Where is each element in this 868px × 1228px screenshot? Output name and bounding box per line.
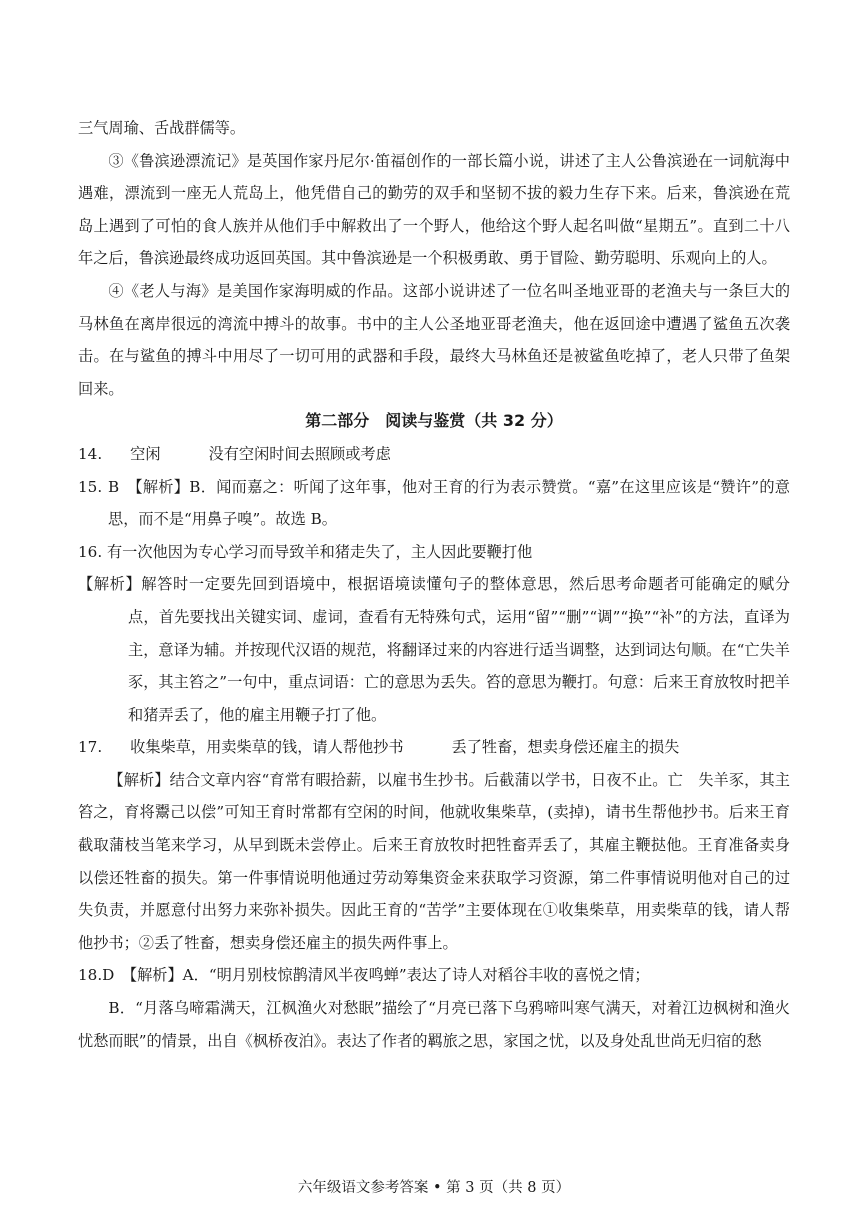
- question-16-analysis-text: 解答时一定要先回到语境中，根据语境读懂句子的整体意思，然后思考命题者可能确定的赋分点，首先要找出关键实词、虚词，查看有无特殊句式，运用“留”“删”“调”“换”“补”的方法，直译为主，意译为辅。并按现代汉语的规范，将翻译过来的内容进行适当调整，达到词达句顺。在“亡失羊豕，其主笞之”一句中，重点词语：亡的意思为丢失。笞的意思为鞭打。句意：后来王育放牧时把羊和猪弄丢了，他的雇主用鞭子打了他。: [128, 575, 791, 724]
- question-17: [78, 731, 790, 764]
- question-17-number: 17.: [78, 738, 103, 757]
- question-18-number: 18.: [78, 966, 103, 985]
- question-17-analysis: 【解析】结合文章内容“育常有暇拾薪，以雇书生抄书。后截蒲以学书，日夜不止。亡 失羊豕，其主笞之，育将鬻己以偿”可知王育时常都有空闲的时间，他就收集柴草，(卖掉)，请书生帮他抄书。后来王育截取蒲枝当笔来学习，从早到既未尝停止。后来王育放牧时把牲畜弄丢了，其雇主鞭挞他。王育准备卖身以偿还牲畜的损失。第一件事情说明他通过劳动筹集资金来获取学习资源，第二件事情说明他对自己的过失负责，并愿意付出努力来弥补损失。因此王育的“苦学”主要体现在①收集柴草，用卖柴草的钱，请人帮他抄书；②丢了牲畜，想卖身偿还雇主的损失两件事上。: [78, 770, 790, 952]
- question-17-answer-2: 丢了牲畜，想卖身偿还雇主的损失: [451, 738, 680, 757]
- paragraph-robinson-crusoe: ③《鲁滨逊漂流记》是英国作家丹尼尔·笛福创作的一部长篇小说，讲述了主人公鲁滨逊在一词航海中遇难，漂流到一座无人荒岛上，他凭借自己的勤劳的双手和坚韧不拔的毅力生存下来。后来，鲁滨逊在荒岛上遇到了可怕的食人族并从他们手中解救出了一个野人，他给这个野人起名叫做“星期五”。直到二十八年之后，鲁滨逊最终成功返回英国。其中鲁滨逊是一个积极勇敢、勇于冒险、勤劳聪明、乐观向上的人。: [78, 151, 790, 268]
- question-14-answer-2: 没有空闲时间去照顾或考虑: [208, 444, 391, 463]
- question-16-analysis: [78, 568, 790, 731]
- question-14-answer-1: 空闲: [130, 444, 161, 463]
- section-title: 第二部分 阅读与鉴赏（共 32 分）: [305, 411, 563, 431]
- question-16-answer: 有一次他因为专心学习而导致羊和猪走失了，主人因此要鞭打他: [106, 542, 533, 561]
- page-footer: 六年级语文参考答案 • 第 3 页（共 8 页）: [297, 1180, 571, 1196]
- question-18: [78, 959, 790, 992]
- question-17-answer-1: 收集柴草，用卖柴草的钱，请人帮他抄书: [130, 738, 404, 757]
- question-14: [78, 438, 790, 471]
- question-15-number: 15.: [78, 477, 103, 496]
- question-15: [78, 471, 790, 536]
- question-18-option-b: B．“月落乌啼霜满天，江枫渔火对愁眠”描绘了“月亮已落下乌鸦啼叫寒气满天，对着江边枫树和渔火忧愁而眠”的情景，出自《枫桥夜泊》。表达了作者的羁旅之思，家国之忧，以及身处乱世尚无归宿的愁: [78, 999, 790, 1050]
- question-15-text: B 【解析】B．闻而嘉之：听闻了这年事，他对王育的行为表示赞赏。“嘉”在这里应该是“赞许”的意思，而不是“用鼻子嗅”。故选 B。: [108, 477, 790, 529]
- question-16-analysis-label: 【解析】: [78, 575, 142, 594]
- paragraph-continued: 三气周瑜、舌战群儒等。: [78, 119, 246, 137]
- question-16: [78, 536, 790, 569]
- question-18-line-1: D 【解析】A．“明月别枝惊鹊清风半夜鸣蝉”表达了诗人对稻谷丰收的喜悦之情；: [102, 966, 650, 985]
- question-16-number: 16.: [78, 542, 103, 561]
- document-body: [78, 112, 790, 1057]
- paragraph-old-man-and-sea: ④《老人与海》是美国作家海明威的作品。这部小说讲述了一位名叫圣地亚哥的老渔夫与一条巨大的马林鱼在离岸很远的湾流中搏斗的故事。书中的主人公圣地亚哥老渔夫，他在返回途中遭遇了鲨鱼五次袭击。在与鲨鱼的搏斗中用尽了一切可用的武器和手段，最终大马林鱼还是被鲨鱼吃掉了，老人只带了鱼架回来。: [78, 281, 790, 398]
- question-14-number: 14.: [78, 444, 103, 463]
